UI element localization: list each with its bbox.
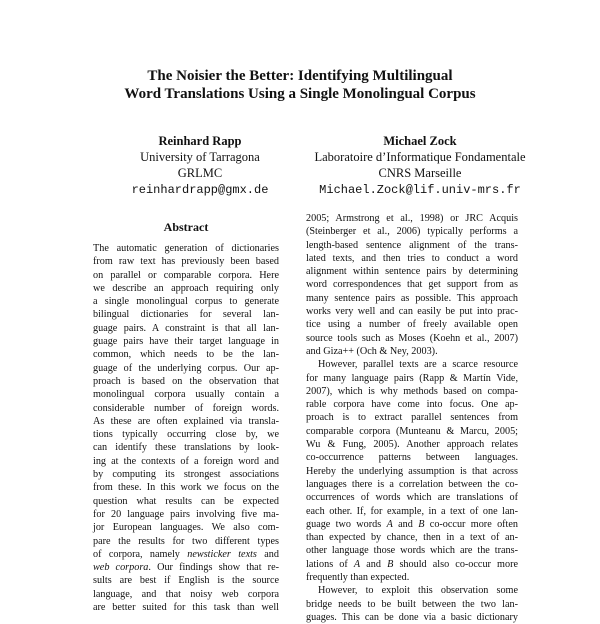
introduction-body	[306, 212, 518, 624]
text-line: Hereby the underlying assumption is that across	[306, 465, 518, 477]
text-line: 2005; Armstrong et al., 1998) or JRC Acquis	[306, 213, 518, 224]
text-line: rable corpora have come into focus. One ap-	[306, 399, 518, 411]
text-line: Wu & Fung, 2005). Another approach relates	[306, 439, 518, 451]
text-line: co-occurrence patterns between languages.	[306, 452, 518, 464]
text-line: However, to exploit this observation some	[318, 585, 518, 597]
text-segment: and	[256, 548, 279, 560]
author-email: Michael.Zock@lif.univ-mrs.fr	[319, 183, 521, 197]
abstract-body	[93, 242, 279, 614]
text-line: for 20 language pairs involving five ma-	[93, 508, 279, 520]
text-line: than expected by chance, then in a text of an-	[306, 532, 518, 544]
text-line: each other. If, for example, in a text of one lan-	[306, 505, 518, 517]
text-line: many sentence pairs as possible. This approach	[306, 292, 518, 304]
author-affiliation: Laboratoire d’Informatique Fondamentale	[314, 150, 526, 164]
text-line: tice using a number of freely available open	[306, 319, 518, 331]
text-line: guage of the underlying corpus. Our ap-	[93, 362, 279, 374]
text-line-mixed	[306, 558, 518, 571]
text-line: other language those words which are the trans-	[306, 545, 518, 557]
text-segment: lations of	[306, 558, 354, 570]
paper-title	[0, 67, 600, 103]
text-line: alignment within sentence pairs by determining	[306, 266, 518, 278]
text-line: bridge needs to be built between the two lan-	[306, 598, 518, 610]
text-line: comparable corpora (Munteanu & Marcu, 2005;	[306, 425, 518, 437]
text-segment: of corpora, namely	[93, 548, 188, 560]
text-line: works very well and can easily be put into prac-	[306, 306, 518, 318]
text-segment: and	[360, 558, 388, 570]
text-line: we describe an approach requiring only	[93, 282, 279, 294]
text-line: proach is to extract parallel sentences from	[306, 412, 518, 424]
text-line: are better suited for this task than well	[93, 602, 279, 614]
text-segment: . Our findings show that re-	[148, 562, 279, 574]
abstract-heading: Abstract	[163, 220, 209, 234]
author-name: Reinhard Rapp	[158, 134, 242, 148]
text-line: from these. In this work we focus on the	[93, 482, 279, 494]
text-line: from raw text has previously been based	[93, 256, 279, 268]
text-line: length-based sentence alignment of the trans-	[306, 239, 518, 251]
text-line: common, which needs to be the lan-	[93, 349, 279, 361]
text-line: tions typically occurring close by, we	[93, 429, 279, 441]
italic-term: web corpora	[93, 562, 149, 574]
text-line: language, and that noisy web corpora	[93, 588, 279, 600]
text-line: As these are often explained via transla-	[93, 415, 279, 427]
text-line: jor European languages. We also com-	[93, 522, 279, 534]
text-line: question what results can be expected	[93, 495, 279, 507]
italic-term: B	[418, 518, 425, 530]
text-line: pare the results for two different types	[93, 535, 279, 547]
author-email: reinhardrapp@gmx.de	[131, 183, 269, 197]
author-affiliation: CNRS Marseille	[378, 166, 462, 180]
author-name: Michael Zock	[383, 134, 457, 148]
text-segment: and	[392, 518, 419, 530]
text-line: ing at the contexts of a foreign word and	[93, 455, 279, 467]
title-line-2: Word Translations Using a Single Monolingual Corpus	[124, 86, 476, 102]
text-line: can identify these translations by look-	[93, 442, 279, 454]
text-line: However, parallel texts are a scarce resource	[318, 359, 518, 371]
text-line: proach is based on the observation that	[93, 375, 279, 387]
text-line: lated texts, and then tries to conduct a word	[306, 252, 518, 264]
text-line: 2007), which is why methods based on compa-	[306, 385, 518, 397]
text-line: word correspondences that get support from as	[306, 279, 518, 291]
text-line: by computing its strongest associations	[93, 469, 279, 481]
text-line: considerable number of foreign words.	[93, 402, 279, 414]
text-line: source tools such as Moses (Koehn et al., 2007)	[306, 332, 518, 344]
text-line-mixed	[306, 518, 518, 531]
text-line: and Giza++ (Och & Ney, 2003).	[306, 345, 438, 357]
author-affiliation: University of Tarragona	[140, 150, 260, 164]
text-line: sults are best if English is the source	[93, 575, 279, 587]
text-line-mixed	[93, 548, 279, 561]
text-line: languages there is a correlation between the co-	[306, 478, 518, 490]
text-line-mixed	[93, 561, 279, 574]
italic-term: A	[353, 558, 361, 570]
text-line: (Steinberger et al., 2006) typically performs a	[306, 226, 518, 238]
text-line: a single monolingual corpus to generate	[93, 296, 279, 308]
author-block-rapp	[95, 133, 305, 198]
text-line: for many language pairs (Rapp & Martín Vide,	[306, 372, 518, 384]
author-affiliation: GRLMC	[177, 166, 223, 180]
text-line: on parallel or comparable corpora. Here	[93, 269, 279, 281]
text-line: guage pairs. A constraint is that all lan-	[93, 322, 279, 334]
text-line: The automatic generation of dictionaries	[93, 243, 279, 254]
text-line: guages. This can be done via a basic dictionary	[306, 611, 518, 623]
text-segment: guage two words	[306, 518, 387, 530]
title-line-1: The Noisier the Better: Identifying Multilingual	[147, 68, 453, 84]
text-line: monolingual corpora usually contain a	[93, 389, 279, 401]
text-segment: should also co-occur more	[393, 558, 518, 570]
text-line: bilingual dictionaries for several lan-	[93, 309, 279, 321]
author-block-zock	[292, 133, 548, 198]
text-line: guage pairs have their target language in	[93, 336, 279, 348]
italic-term: newsticker texts	[187, 548, 257, 560]
text-segment: co-occur more often	[424, 518, 518, 530]
italic-term: B	[387, 558, 394, 570]
text-line: frequently than expected.	[306, 572, 410, 584]
text-line: occurrences of words which are translations of	[306, 492, 518, 504]
italic-term: A	[386, 518, 393, 530]
